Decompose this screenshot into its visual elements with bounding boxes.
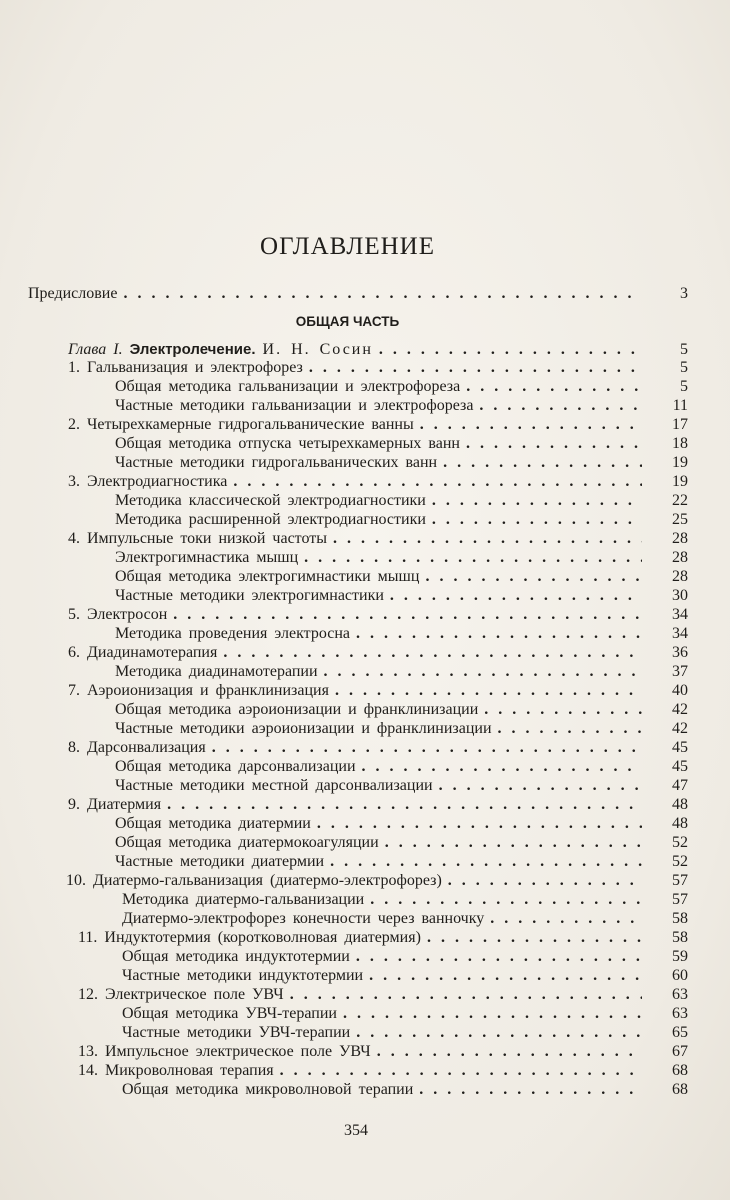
toc-page-number: 63 bbox=[672, 1005, 688, 1022]
leader-dots bbox=[427, 928, 642, 948]
toc-entry-label: Частные методики местной дарсонвализации bbox=[115, 777, 433, 794]
toc-entry-label: 3. Электродиагностика bbox=[68, 473, 228, 490]
toc-subentry bbox=[115, 624, 688, 644]
toc-entry bbox=[68, 795, 688, 815]
toc-entry-label: Методика диадинамотерапии bbox=[115, 663, 318, 680]
leader-dots bbox=[466, 377, 642, 397]
toc-subentry bbox=[115, 852, 688, 872]
leader-dots bbox=[173, 605, 642, 625]
toc-subentry bbox=[115, 491, 688, 511]
toc-page-number: 28 bbox=[672, 568, 688, 585]
toc-entry-label: 14. Микроволновая терапия bbox=[78, 1062, 274, 1079]
toc-entry bbox=[78, 928, 688, 948]
toc-page-number: 52 bbox=[672, 853, 688, 870]
leader-dots bbox=[448, 871, 642, 891]
leader-dots bbox=[309, 358, 642, 378]
toc-page-number: 58 bbox=[672, 910, 688, 927]
toc-page-number: 63 bbox=[672, 986, 688, 1003]
toc-page-number: 37 bbox=[672, 663, 688, 680]
toc-page-number: 59 bbox=[672, 948, 688, 965]
chapter-author: И. Н. Сосин bbox=[262, 341, 373, 358]
toc-entry-label: 2. Четырехкамерные гидрогальванические ванны bbox=[68, 416, 414, 433]
leader-dots bbox=[390, 586, 642, 606]
toc-page-number: 48 bbox=[672, 815, 688, 832]
leader-dots bbox=[370, 890, 642, 910]
toc-page-number: 40 bbox=[672, 682, 688, 699]
toc-entry-label: Частные методики гальванизации и электрофореза bbox=[115, 397, 474, 414]
leader-dots bbox=[484, 700, 642, 720]
toc-page-number: 36 bbox=[672, 644, 688, 661]
toc-chapter bbox=[68, 340, 688, 360]
toc-page-number: 11 bbox=[672, 397, 688, 414]
toc-subentry bbox=[115, 434, 688, 454]
toc-entry-label: Частные методики гидрогальванических ванн bbox=[115, 454, 438, 471]
leader-dots bbox=[212, 738, 642, 758]
toc-entry bbox=[66, 871, 688, 891]
toc-entry bbox=[78, 985, 688, 1005]
leader-dots bbox=[385, 833, 642, 853]
toc-subentry bbox=[115, 548, 688, 568]
toc-page-number: 22 bbox=[672, 492, 688, 509]
leader-dots bbox=[498, 719, 642, 739]
toc-entry-label: Методика диатермо-гальванизации bbox=[122, 891, 365, 908]
toc-entry-label: Общая методика отпуска четырехкамерных ванн bbox=[115, 435, 460, 452]
toc-entry-label: Частные методики УВЧ-терапии bbox=[122, 1024, 351, 1041]
toc-entry bbox=[68, 472, 688, 492]
leader-dots bbox=[343, 1004, 642, 1024]
toc-page-number: 42 bbox=[672, 720, 688, 737]
toc-subentry bbox=[115, 396, 688, 416]
leader-dots bbox=[379, 340, 642, 360]
leader-dots bbox=[223, 643, 642, 663]
toc-page-number: 17 bbox=[672, 416, 688, 433]
toc-subentry bbox=[115, 719, 688, 739]
toc-page-number: 47 bbox=[672, 777, 688, 794]
toc-entry-label: 13. Импульсное электрическое поле УВЧ bbox=[78, 1043, 371, 1060]
toc-page-number: 5 bbox=[680, 378, 688, 395]
toc-page-number: 68 bbox=[672, 1081, 688, 1098]
toc-subentry bbox=[122, 947, 688, 967]
leader-dots bbox=[466, 434, 642, 454]
toc-subentry bbox=[115, 776, 688, 796]
toc-page-number: 67 bbox=[672, 1043, 688, 1060]
toc-entry-label: 7. Аэроионизация и франклинизация bbox=[68, 682, 329, 699]
toc-page-number: 19 bbox=[672, 454, 688, 471]
toc-entry-label: 11. Индуктотермия (коротковолновая диатермия) bbox=[78, 929, 421, 946]
leader-dots bbox=[304, 548, 642, 568]
leader-dots bbox=[324, 662, 642, 682]
toc-page-number: 34 bbox=[672, 606, 688, 623]
toc-entry bbox=[68, 738, 688, 758]
toc-entry-label: Предисловие bbox=[28, 285, 118, 302]
toc-subentry bbox=[115, 377, 688, 397]
toc-entry-label: 10. Диатермо-гальванизация (диатермо-электрофорез) bbox=[66, 872, 442, 889]
leader-dots bbox=[356, 1023, 642, 1043]
toc-entry-label: Методика проведения электросна bbox=[115, 625, 350, 642]
toc-subentry bbox=[122, 1004, 688, 1024]
toc-entry bbox=[68, 415, 688, 435]
toc-subentry bbox=[122, 966, 688, 986]
toc-page-number: 28 bbox=[672, 549, 688, 566]
toc-subentry bbox=[115, 814, 688, 834]
toc-entry-label: 12. Электрическое поле УВЧ bbox=[78, 986, 284, 1003]
toc-entry-label: Методика классической электродиагностики bbox=[115, 492, 426, 509]
toc-subentry bbox=[115, 510, 688, 530]
toc-entry-label: Частные методики аэроионизации и франклинизации bbox=[115, 720, 492, 737]
leader-dots bbox=[377, 1042, 642, 1062]
leader-dots bbox=[432, 491, 642, 511]
toc-page-number: 45 bbox=[672, 758, 688, 775]
leader-dots bbox=[443, 453, 642, 473]
leader-dots bbox=[330, 852, 642, 872]
toc-subentry bbox=[115, 567, 688, 587]
toc-entry bbox=[68, 681, 688, 701]
toc-entry bbox=[68, 358, 688, 378]
leader-dots bbox=[167, 795, 642, 815]
toc-entry-preface bbox=[28, 284, 688, 304]
toc-entry-label: Общая методика УВЧ-терапии bbox=[122, 1005, 337, 1022]
toc-entry-label: Общая методика аэроионизации и франклинизации bbox=[115, 701, 479, 718]
chapter-title: Электролечение. bbox=[129, 341, 256, 358]
toc-entry bbox=[68, 529, 688, 549]
toc-subentry bbox=[115, 757, 688, 777]
toc-page-number: 58 bbox=[672, 929, 688, 946]
toc-entry-label: 1. Гальванизация и электрофорез bbox=[68, 359, 303, 376]
toc-entry-label: Методика расширенной электродиагностики bbox=[115, 511, 426, 528]
toc-subentry bbox=[122, 890, 688, 910]
section-header: ОБЩАЯ ЧАСТЬ bbox=[295, 314, 400, 329]
toc-subentry bbox=[115, 662, 688, 682]
toc-entry bbox=[68, 605, 688, 625]
leader-dots bbox=[420, 415, 642, 435]
toc-subentry bbox=[115, 453, 688, 473]
page-title: ОГЛАВЛЕНИЕ bbox=[260, 233, 435, 260]
leader-dots bbox=[490, 909, 642, 929]
toc-page-number: 25 bbox=[672, 511, 688, 528]
toc-entry-label: Частные методики индуктотермии bbox=[122, 967, 364, 984]
toc-entry-label: Общая методика дарсонвализации bbox=[115, 758, 356, 775]
toc-entry-label: Электрогимнастика мышц bbox=[115, 549, 299, 566]
toc-entry-label: Общая методика микроволновой терапии bbox=[122, 1081, 414, 1098]
toc-entry-label: Частные методики электрогимнастики bbox=[115, 587, 384, 604]
leader-dots bbox=[419, 1080, 642, 1100]
toc-page-number: 34 bbox=[672, 625, 688, 642]
leader-dots bbox=[362, 757, 642, 777]
toc-subentry bbox=[122, 909, 688, 929]
leader-dots bbox=[356, 947, 642, 967]
toc-entry-label: Общая методика гальванизации и электрофореза bbox=[115, 378, 461, 395]
toc-entry-label: Общая методика индуктотермии bbox=[122, 948, 350, 965]
toc-subentry bbox=[122, 1023, 688, 1043]
toc-page-number: 65 bbox=[672, 1024, 688, 1041]
toc-page-number: 18 bbox=[672, 435, 688, 452]
toc-page-number: 48 bbox=[672, 796, 688, 813]
toc-entry-label: 9. Диатермия bbox=[68, 796, 162, 813]
toc-subentry bbox=[115, 833, 688, 853]
toc-page-number: 3 bbox=[680, 285, 688, 302]
leader-dots bbox=[123, 284, 642, 304]
leader-dots bbox=[432, 510, 642, 530]
toc-subentry bbox=[115, 586, 688, 606]
toc-entry-label: Общая методика диатермии bbox=[115, 815, 311, 832]
leader-dots bbox=[369, 966, 642, 986]
leader-dots bbox=[333, 529, 642, 549]
page-number-footer: 354 bbox=[344, 1122, 368, 1139]
toc-page-number: 28 bbox=[672, 530, 688, 547]
toc-page-number: 19 bbox=[672, 473, 688, 490]
toc-entry-label: 4. Импульсные токи низкой частоты bbox=[68, 530, 327, 547]
leader-dots bbox=[280, 1061, 642, 1081]
leader-dots bbox=[233, 472, 642, 492]
toc-page-number: 42 bbox=[672, 701, 688, 718]
toc-page-number: 57 bbox=[672, 891, 688, 908]
leader-dots bbox=[356, 624, 642, 644]
chapter-prefix: Глава I. bbox=[68, 341, 123, 358]
leader-dots bbox=[290, 985, 642, 1005]
toc-entry-label: 5. Электросон bbox=[68, 606, 168, 623]
toc-page-number: 5 bbox=[680, 359, 688, 376]
toc-entry-label: Общая методика диатермокоагуляции bbox=[115, 834, 379, 851]
toc-entry-label: Общая методика электрогимнастики мышц bbox=[115, 568, 420, 585]
toc-page-number: 45 bbox=[672, 739, 688, 756]
toc-entry bbox=[78, 1061, 688, 1081]
leader-dots bbox=[439, 776, 642, 796]
toc-entry bbox=[68, 643, 688, 663]
leader-dots bbox=[317, 814, 642, 834]
toc-page-number: 68 bbox=[672, 1062, 688, 1079]
toc-page-number: 60 bbox=[672, 967, 688, 984]
toc-entry-label: 8. Дарсонвализация bbox=[68, 739, 206, 756]
leader-dots bbox=[479, 396, 642, 416]
toc-subentry bbox=[115, 700, 688, 720]
toc-entry bbox=[78, 1042, 688, 1062]
toc-entry-label: Диатермо-электрофорез конечности через ванночку bbox=[122, 910, 485, 927]
toc-subentry bbox=[122, 1080, 688, 1100]
toc-page-number: 52 bbox=[672, 834, 688, 851]
toc-page-number: 57 bbox=[672, 872, 688, 889]
toc-page-number: 5 bbox=[680, 341, 688, 358]
leader-dots bbox=[335, 681, 642, 701]
toc-page-number: 30 bbox=[672, 587, 688, 604]
toc-entry-label: 6. Диадинамотерапия bbox=[68, 644, 218, 661]
leader-dots bbox=[425, 567, 642, 587]
toc-entry-label: Частные методики диатермии bbox=[115, 853, 325, 870]
